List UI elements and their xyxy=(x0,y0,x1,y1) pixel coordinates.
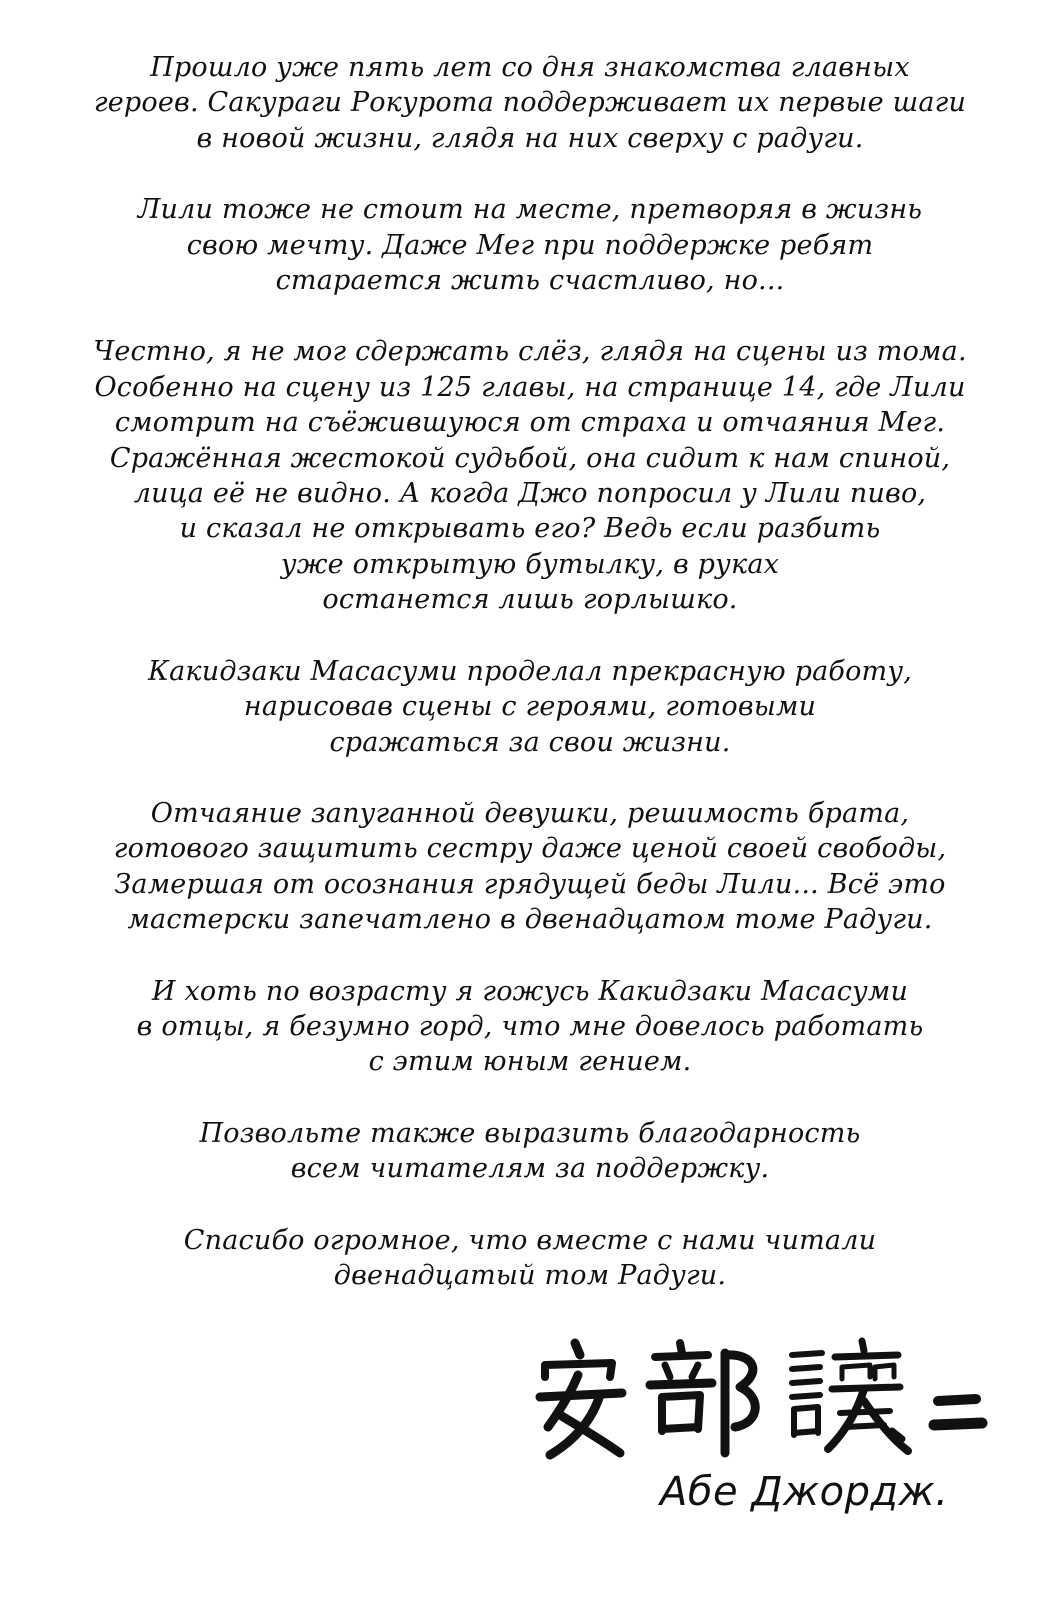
text-line: останется лишь горлышко. xyxy=(322,584,738,616)
paragraph-7 xyxy=(90,1116,970,1187)
paragraph-1 xyxy=(90,50,970,156)
text-line: Позвольте также выразить благодарность xyxy=(199,1117,861,1149)
text-line: свою мечту. Даже Мег при поддержке ребят xyxy=(186,229,874,261)
paragraph-8 xyxy=(90,1223,970,1294)
text-line: Сражённая жестокой судьбой, она сидит к нам спиной, xyxy=(109,442,951,474)
text-line: с этим юным гением. xyxy=(368,1046,692,1078)
text-line: лица её не видно. А когда Джо попросил у Лили пиво, xyxy=(133,478,927,510)
text-line: Честно, я не мог сдержать слёз, глядя на сцены из тома. xyxy=(93,336,967,368)
text-line: Отчаяние запуганной девушки, решимость брата, xyxy=(150,797,910,829)
text-line: готового защитить сестру даже ценой своей свободы, xyxy=(113,833,947,865)
text-line: Спасибо огромное, что вместе с нами читали xyxy=(183,1224,877,1256)
text-line: Особенно на сцену из 125 главы, на странице 14, где Лили xyxy=(94,371,966,403)
text-line: в отцы, я безумно горд, что мне довелось работать xyxy=(136,1010,924,1042)
afterword-text xyxy=(90,50,970,1329)
paragraph-3 xyxy=(90,334,970,617)
paragraph-2 xyxy=(90,192,970,298)
text-line: уже открытую бутылку, в руках xyxy=(280,548,780,580)
paragraph-5 xyxy=(90,796,970,938)
kanji-signature xyxy=(530,1335,990,1465)
text-line: смотрит на съёжившуюся от страха и отчаяния Мег. xyxy=(114,407,946,439)
text-line: в новой жизни, глядя на них сверху с радуги. xyxy=(196,122,864,154)
text-line: всем читателям за поддержку. xyxy=(290,1153,770,1185)
text-line: сражаться за свои жизни. xyxy=(329,726,731,758)
text-line: героев. Сакураги Рокурота поддерживает их первые шаги xyxy=(93,87,967,119)
text-line: Замершая от осознания грядущей беды Лили... Всё это xyxy=(114,868,946,900)
text-line: двенадцатый том Радуги. xyxy=(333,1259,727,1291)
text-line: нарисовав сцены с героями, готовыми xyxy=(243,691,817,723)
text-line: Какидзаки Масасуми проделал прекрасную работу, xyxy=(148,655,912,687)
paragraph-4 xyxy=(90,654,970,760)
author-signature-name: Абе Джордж. xyxy=(660,1469,949,1515)
text-line: мастерски запечатлено в двенадцатом томе Радуги. xyxy=(127,904,933,936)
text-line: старается жить счастливо, но... xyxy=(275,265,785,297)
text-line: Лили тоже не стоит на месте, претворяя в жизнь xyxy=(137,194,923,226)
text-line: И хоть по возрасту я гожусь Какидзаки Масасуми xyxy=(151,975,909,1007)
signature-drawing xyxy=(530,1335,990,1465)
text-line: Прошло уже пять лет со дня знакомства главных xyxy=(150,52,910,83)
text-line: и сказал не открывать его? Ведь если разбить xyxy=(179,513,881,545)
paragraph-6 xyxy=(90,974,970,1080)
